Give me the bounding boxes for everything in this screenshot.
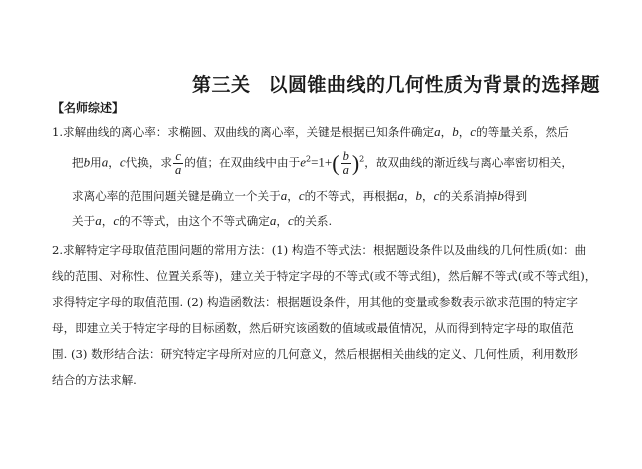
text: 求离心率的范围问题关键是确立一个关于 [72,189,281,203]
text: 1.求解曲线的离心率：求椭圆、双曲线的离心率，关键是根据已知条件确定 [52,125,435,139]
text: 的等量关系，然后 [476,125,569,139]
p2-line-1: 2.求解特定字母取值范围问题的常用方法：(1) 构造不等式法：根据题设条件以及曲线的几何性质(如：曲 [52,243,587,257]
text: ， [287,189,299,203]
var-a: a [95,213,102,228]
page-title [192,70,601,97]
one-plus: 1+ [318,154,333,170]
p2-line-5: 围. (3) 数形结合法：研究特定字母所对应的几何意义，然后根据相关曲线的定义、几何性质，利用数形 [52,347,579,361]
text: ， [101,214,114,228]
text: 的不等式，再根据 [304,189,398,203]
p2-line-2: 线的范围、对称性、位置关系等)，建立关于特定字母的不等式(或不等式组)，然后解不等式(或不等式组)， [52,269,597,283]
section-label: 【名师综述】 [52,101,125,115]
text: ， [440,125,453,139]
right-paren: ) [351,150,360,176]
var-a: a [434,124,441,139]
var-c: c [113,213,120,228]
var-c: c [433,188,440,203]
var-c: c [470,124,477,139]
title-text: 以圆锥曲线的几何性质为背景的选择题 [268,74,601,96]
p1-line-3 [72,188,527,204]
text: ， [403,189,416,203]
fraction-c-over-a [173,150,183,177]
p2-line-4: 母，即建立关于特定字母的目标函数，然后研究该函数的值域或最值情况，从而得到特定字母的取值范 [52,321,574,335]
text: 代换，求 [125,155,172,170]
var-a: a [101,154,109,170]
text: ， [108,155,120,170]
fraction-b-over-a [341,150,351,177]
text: 用 [90,155,102,170]
var-c: c [287,213,294,228]
text: ， [276,214,288,228]
p2-line-6: 结合的方法求解. [52,373,137,387]
text: ，故双曲线的渐近线与离心率密切相关， [364,155,573,170]
text: 的关系. [293,214,333,228]
var-c: c [119,154,126,170]
text: 的关系消掉 [439,189,498,203]
p1-line-1 [52,124,569,140]
p1-line-2 [72,150,573,177]
title-part: 第三关 [192,74,251,96]
frac-num: b [342,149,349,163]
text: 的值；在双曲线中由于 [184,155,301,170]
text: 关于 [72,214,96,228]
var-b: b [415,188,422,203]
var-b: b [497,188,504,203]
var-a: a [397,188,404,203]
frac-den: a [342,163,349,177]
frac-num: c [173,150,183,164]
var-b: b [83,154,91,170]
text: 的不等式，由这个不等式确定 [119,214,270,228]
exponent: 2 [305,154,312,164]
p2-line-3: 求得特定字母的取值范围. (2) 构造函数法：根据题设条件，用其他的变量或参数表示欲求范围的特定字 [52,295,579,309]
equals-sign: = [311,154,319,170]
var-c: c [298,188,305,203]
var-b: b [452,124,459,139]
text: ， [458,125,471,139]
text: 把 [72,155,84,170]
p1-line-4 [72,213,332,229]
var-a: a [269,213,277,228]
text: ， [421,189,434,203]
text: 得到 [503,189,528,203]
left-paren: ( [332,150,340,176]
var-a: a [280,188,288,203]
exponent: 2 [359,154,365,164]
frac-den: a [175,163,182,177]
var-e: e [300,154,306,170]
